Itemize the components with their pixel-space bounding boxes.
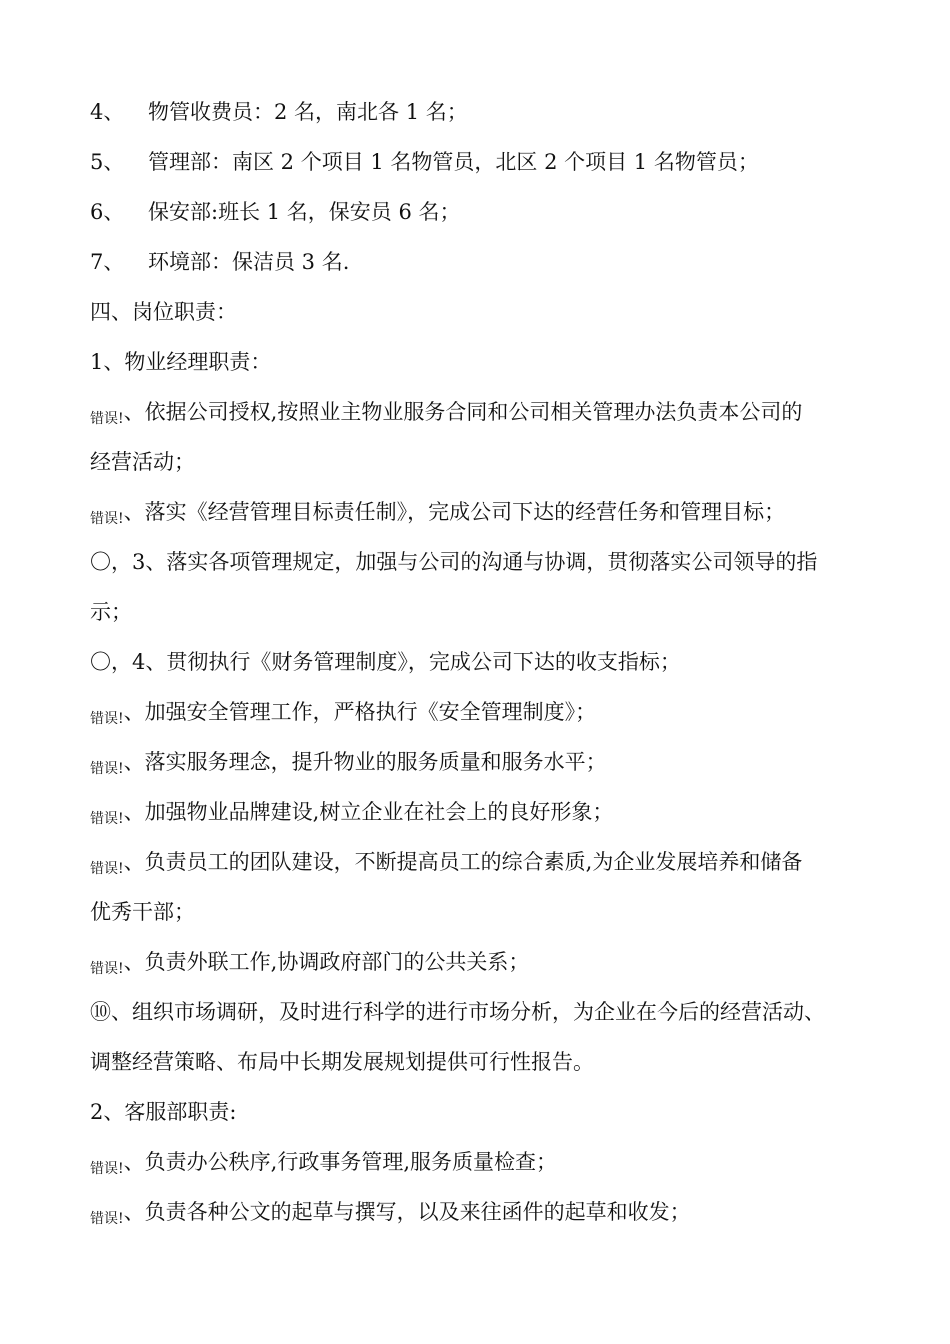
error-marker: 错误! [90,511,124,527]
item-number: 7、 [90,250,125,274]
error-marker: 错误! [90,811,124,827]
item-text: 管理部：南区 2 个项目 1 名物管员，北区 2 个项目 1 名物管员； [148,150,759,174]
duty-prefix: 〇，4、 [90,650,167,674]
error-marker: 错误! [90,761,124,777]
duty-item: 错误!、加强安全管理工作，严格执行《安全管理制度》； [90,700,597,727]
duty-text: 负责外联工作,协调政府部门的公共关系； [144,950,530,974]
duty-continuation: 示； [90,600,132,624]
duty-text: 负责各种公文的起草与撰写，以及来往函件的起草和收发； [144,1200,691,1224]
item-text: 物管收费员：2 名，南北各 1 名； [148,100,468,124]
duty-continuation: 经营活动； [90,450,195,474]
error-marker: 错误! [90,861,124,877]
duty-item [90,547,817,577]
duty-prefix: ⑩、 [90,1000,132,1024]
duty-text: 依据公司授权,按照业主物业服务合同和公司相关管理办法负责本公司的 [144,400,803,424]
duty-item [90,647,681,677]
duty-item: 错误!、负责外联工作,协调政府部门的公共关系； [90,950,530,977]
duty-item [90,997,825,1027]
staffing-item [90,97,468,127]
subsection-heading: 1、物业经理职责： [90,350,272,374]
duty-item: 错误!、负责办公秩序,行政事务管理,服务质量检查； [90,1150,557,1177]
error-marker: 错误! [90,961,124,977]
duty-item: 错误!、负责员工的团队建设，不断提高员工的综合素质,为企业发展培养和储备 [90,850,803,877]
staffing-item [90,147,759,177]
staffing-item [90,247,349,277]
error-marker: 错误! [90,411,124,427]
duty-item: 错误!、加强物业品牌建设,树立企业在社会上的良好形象； [90,800,614,827]
error-marker: 错误! [90,1161,124,1177]
duty-prefix: 〇，3、 [90,550,167,574]
duty-text: 落实各项管理规定，加强与公司的沟通与协调，贯彻落实公司领导的指 [166,550,818,574]
duty-text: 负责办公秩序,行政事务管理,服务质量检查； [144,1150,557,1174]
section-heading: 四、岗位职责： [90,300,237,324]
item-text: 环境部：保洁员 3 名. [148,250,350,274]
duty-text: 贯彻执行《财务管理制度》，完成公司下达的收支指标； [166,650,681,674]
subsection-heading: 2、客服部职责: [90,1100,237,1124]
staffing-item [90,197,461,227]
duty-text: 组织市场调研，及时进行科学的进行市场分析，为企业在今后的经营活动、 [132,1000,825,1024]
duty-text: 加强物业品牌建设,树立企业在社会上的良好形象； [144,800,614,824]
duty-text: 负责员工的团队建设，不断提高员工的综合素质,为企业发展培养和储备 [144,850,803,874]
duty-item: 错误!、依据公司授权,按照业主物业服务合同和公司相关管理办法负责本公司的 [90,400,803,427]
duty-text: 加强安全管理工作，严格执行《安全管理制度》； [144,700,597,724]
duty-continuation: 优秀干部； [90,900,195,924]
duty-item: 错误!、负责各种公文的起草与撰写，以及来往函件的起草和收发； [90,1200,691,1227]
item-number: 6、 [90,200,125,224]
duty-item: 错误!、落实服务理念，提升物业的服务质量和服务水平； [90,750,607,777]
error-marker: 错误! [90,1211,124,1227]
item-number: 4、 [90,100,125,124]
item-text: 保安部:班长 1 名，保安员 6 名； [148,200,461,224]
duty-text: 落实《经营管理目标责任制》，完成公司下达的经营任务和管理目标； [144,500,786,524]
item-number: 5、 [90,150,125,174]
error-marker: 错误! [90,711,124,727]
duty-item: 错误!、落实《经营管理目标责任制》，完成公司下达的经营任务和管理目标； [90,500,786,527]
duty-text: 落实服务理念，提升物业的服务质量和服务水平； [144,750,607,774]
duty-continuation: 调整经营策略、布局中长期发展规划提供可行性报告。 [90,1050,594,1074]
